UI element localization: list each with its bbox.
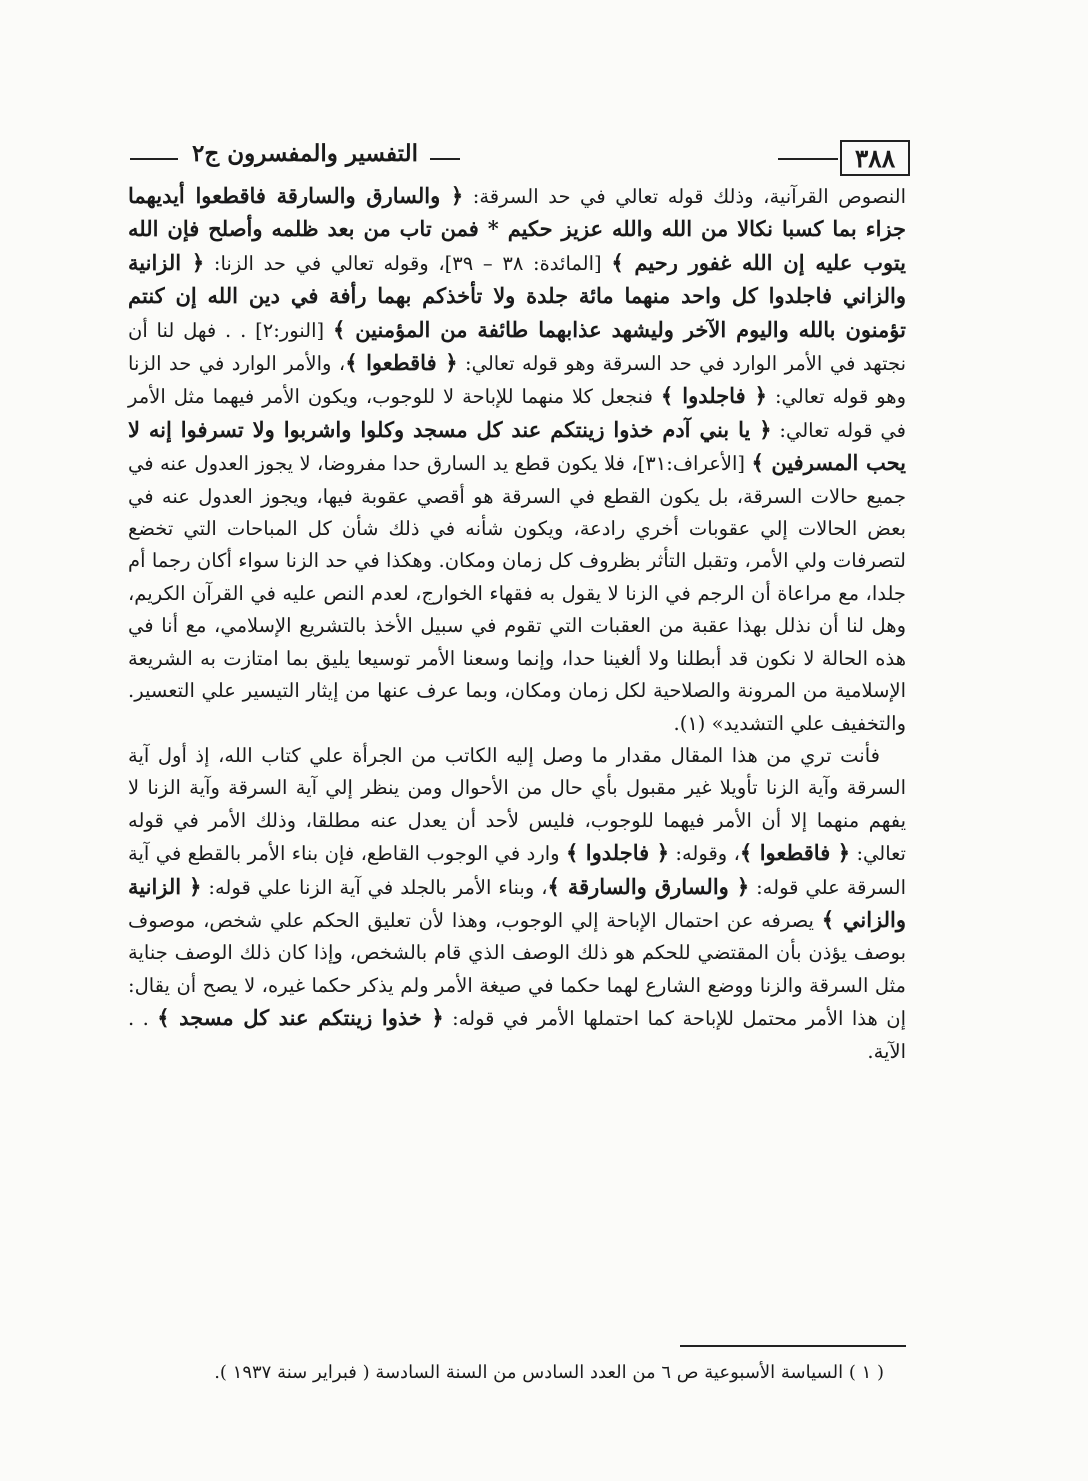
quran-quote: ﴿ فاجلدوا ﴾ xyxy=(660,383,767,409)
text-run: يصرفه عن احتمال الإباحة إلي الوجوب، وهذا لأن تعليق الحكم علي شخص، موصوف بوصف يؤذن بأن المقتضي للحكم هو ذلك الوصف الذي قام بالشخص، وإذا كان ذلك الوصف جناية مثل السرقة والزنا ووضع الشارع لهما حكما في صيغة الأمر ولم يذكر حكما غيره، لا يصح أن يقال: إن هذا الأمر محتمل للإباحة كما احتملها الأمر في قوله: xyxy=(128,908,906,1031)
text-run: النصوص القرآنية، وذلك قوله تعالي في حد السرقة: xyxy=(463,185,906,208)
text-run: . . الآية. xyxy=(128,1007,906,1063)
footnote: ( ١ ) السياسة الأسبوعية ص ٦ من العدد السادس من السنة السادسة ( فبراير سنة ١٩٣٧ ). xyxy=(214,1362,884,1383)
paragraph-2 xyxy=(128,740,906,1068)
text-run: ، وقوله: xyxy=(669,842,740,866)
page-number: ٣٨٨ xyxy=(840,140,910,176)
text-run: فأنت تري من هذا المقال مقدار ما وصل إليه الكاتب من الجرأة علي كتاب الله، إذ أول آية السرقة وآية الزنا تأويلا غير مقبول بأي حال من الأحوال ومن ينظر إلي آية السرقة وآية الزنا لا يفهم منهما إلا أن الأمر فيهما للوجوب، فليس لأحد أن يعدل عنه مطلقا، وذلك الأمر في قوله تعالي: xyxy=(128,743,906,866)
header-rule-middle xyxy=(430,158,460,160)
text-run: فنجعل كلا منهما للإباحة لا للوجوب، ويكون الأمر فيهما مثل الأمر في قوله تعالي: xyxy=(128,385,906,442)
text-run: [المائدة: ٣٨ – ٣٩]، وقوله تعالي في حد الزنا: xyxy=(204,251,612,275)
quran-quote: ﴿ فاقطعوا ﴾ xyxy=(739,840,851,866)
text-run: وارد في الوجوب القاطع، فإن بناء الأمر بالقطع في آية السرقة علي قوله: xyxy=(128,842,906,899)
text-run: [النور:٢] . . فهل لنا أن نجتهد في الأمر الوارد في حد السرقة وهو قوله تعالي: xyxy=(128,318,907,376)
page-header xyxy=(130,140,910,182)
quran-quote: ﴿ الزانية والزاني فاجلدوا كل واحد منهما مائة جلدة ولا تأخذكم بهما رأفة في دين الله إن كنتم تؤمنون بالله واليوم الآخر وليشهد عذابهما طائفة من المؤمنين ﴾ xyxy=(128,249,906,342)
quran-quote: ﴿ يا بني آدم خذوا زينتكم عند كل مسجد وكلوا واشربوا ولا تسرفوا إنه لا يحب المسرفين ﴾ xyxy=(128,416,906,476)
quran-quote: ﴿ فاقطعوا ﴾ xyxy=(345,350,458,376)
quran-quote: ﴿ والسارق والسارقة فاقطعوا أيديهما جزاء بما كسبا نكالا من الله والله عزيز حكيم * فمن تاب من بعد ظلمه وأصلح فإن الله يتوب عليه إن الله غفور رحيم ﴾ xyxy=(128,183,907,275)
paragraph-1 xyxy=(128,180,906,740)
text-run: [الأعراف:٣١]، فلا يكون قطع يد السارق حدا مفروضا، لا يجوز العدول عنه في جميع حالات السرقة، بل يكون القطع في السرقة هو أقصي عقوبة فيها، ويجوز العدول عنه في بعض الحالات إلي عقوبات أخري رادعة، ويكون شأنه في ذلك شأن كل المباحات التي تخضع لتصرفات ولي الأمر، وتقبل التأثر بظروف كل زمان ومكان. وهكذا في حد الزنا سواء أكان رجما أم جلدا، مع مراعاة أن الرجم في الزنا لا يقول به فقهاء الخوارج، لعدم النص عليه في القرآن الكريم، وهل لنا أن نذلل بهذا عقبة من العقبات التي تقوم في سبيل الأخذ بالتشريع الإسلامي، مع أنا في هذه الحالة لا نكون قد أبطلنا ولا ألغينا حدا، وإنما وسعنا الأمر توسيعا يليق بما امتازت به الشريعة الإسلامية من المرونة والصلاحية لكل زمان ومكان، وبما عرف عنها من إيثار التيسير علي التعسير. والتخفيف علي التشديد» (١). xyxy=(128,452,906,735)
header-rule-right xyxy=(778,158,838,160)
text-run: ، والأمر الوارد في حد الزنا وهو قوله تعالي: xyxy=(128,352,906,409)
quran-quote: ﴿ والسارق والسارقة ﴾ xyxy=(547,873,750,899)
footnote-divider xyxy=(680,1345,906,1347)
quran-quote: ﴿ خذوا زينتكم عند كل مسجد ﴾ xyxy=(157,1005,444,1031)
header-rule-left xyxy=(130,158,178,160)
main-text xyxy=(128,180,906,1068)
quran-quote: ﴿ فاجلدوا ﴾ xyxy=(565,840,669,866)
quran-quote: ﴿ الزانية والزاني ﴾ xyxy=(128,873,907,932)
text-run: ، وبناء الأمر بالجلد في آية الزنا علي قوله: xyxy=(201,875,548,899)
book-title: التفسير والمفسرون ج٢ xyxy=(192,140,418,167)
